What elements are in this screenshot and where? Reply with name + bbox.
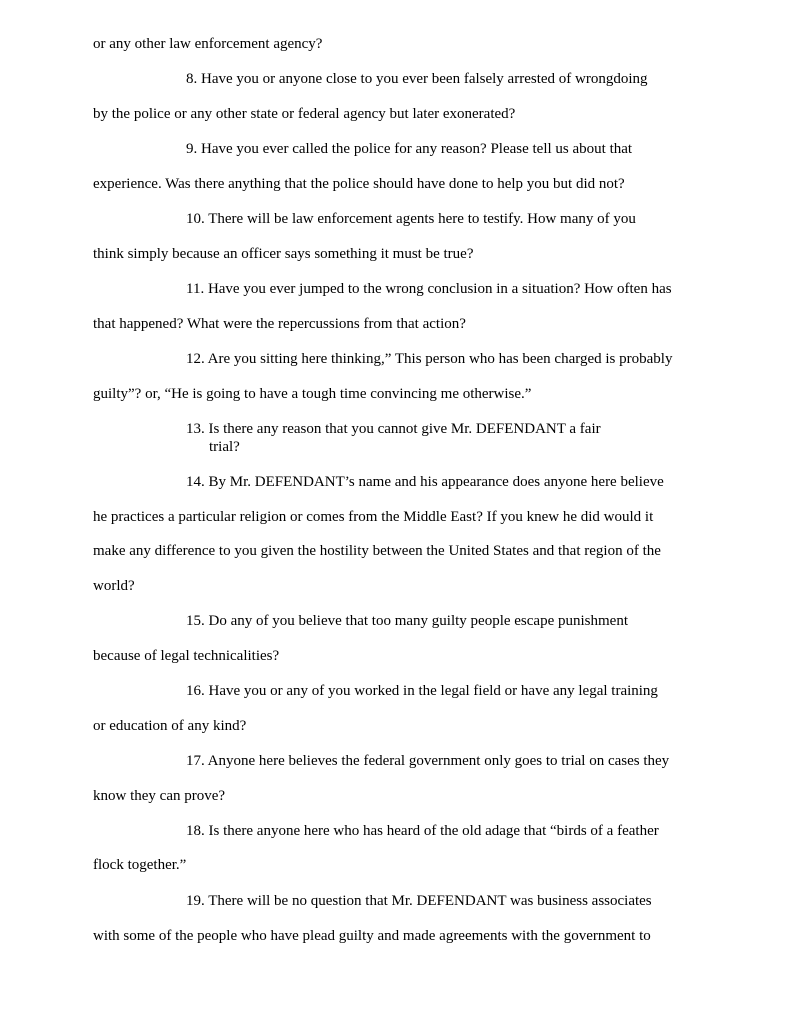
question-18-line-2: flock together.” (93, 857, 187, 873)
question-13-line-1: 13. Is there any reason that you cannot give Mr. DEFENDANT a fair (186, 421, 601, 437)
question-11-line-2: that happened? What were the repercussions from that action? (93, 316, 466, 332)
question-14-line-2: he practices a particular religion or comes from the Middle East? If you knew he did would it (93, 509, 654, 525)
question-12-line-2: guilty”? or, “He is going to have a tough time convincing me otherwise.” (93, 386, 532, 402)
question-19-line-1: 19. There will be no question that Mr. DEFENDANT was business associates (186, 893, 652, 909)
question-18-line-1: 18. Is there anyone here who has heard of the old adage that “birds of a feather (186, 823, 659, 839)
question-16-line-2: or education of any kind? (93, 718, 247, 734)
text-line: or any other law enforcement agency? (93, 36, 323, 52)
question-8-line-1: 8. Have you or anyone close to you ever been falsely arrested of wrongdoing (186, 71, 648, 87)
question-14-line-1: 14. By Mr. DEFENDANT’s name and his appearance does anyone here believe (186, 474, 664, 490)
question-12-line-1: 12. Are you sitting here thinking,” This person who has been charged is probably (186, 351, 673, 367)
question-16-line-1: 16. Have you or any of you worked in the legal field or have any legal training (186, 683, 658, 699)
question-14-line-3: make any difference to you given the hostility between the United States and that region of the (93, 543, 661, 559)
question-10-line-1: 10. There will be law enforcement agents here to testify. How many of you (186, 211, 636, 227)
question-17-line-2: know they can prove? (93, 788, 226, 804)
question-17-line-1: 17. Anyone here believes the federal government only goes to trial on cases they (186, 753, 670, 769)
question-15-line-1: 15. Do any of you believe that too many guilty people escape punishment (186, 613, 628, 629)
question-14-line-4: world? (93, 578, 135, 594)
question-11-line-1: 11. Have you ever jumped to the wrong conclusion in a situation? How often has (186, 281, 672, 297)
question-19-line-2: with some of the people who have plead guilty and made agreements with the government to (93, 928, 651, 944)
question-10-line-2: think simply because an officer says something it must be true? (93, 246, 474, 262)
question-13-line-2: trial? (209, 439, 240, 455)
question-8-line-2: by the police or any other state or federal agency but later exonerated? (93, 106, 516, 122)
question-9-line-1: 9. Have you ever called the police for any reason? Please tell us about that (186, 141, 633, 157)
question-15-line-2: because of legal technicalities? (93, 648, 280, 664)
question-9-line-2: experience. Was there anything that the police should have done to help you but did not? (93, 176, 625, 192)
